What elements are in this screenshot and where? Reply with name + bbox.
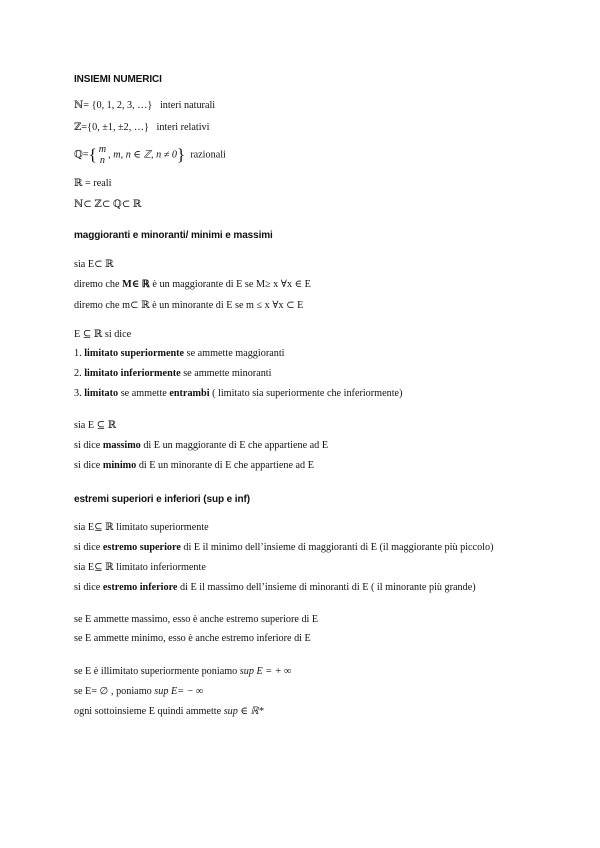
rational-condition: , m, n ∈ ℤ, n ≠ 0 (108, 149, 177, 161)
lower-bound-definition: diremo che m⊂ ℝ è un minorante di E se m ≤ x ∀x ⊂ E (74, 300, 304, 311)
inf-sia-line: sia E⊆ ℝ limitato inferiormente (74, 562, 206, 573)
unbounded-pre: se E è illimitato superiormente poniamo (74, 666, 238, 677)
integer-label: interi relativi (156, 122, 210, 133)
item1-bold: limitato superiormente (84, 348, 185, 359)
sup-pre: si dice (74, 542, 101, 553)
upper-pre: diremo che (74, 279, 120, 290)
item2-bold: limitato inferiormente (84, 368, 181, 379)
rational-fraction (99, 144, 106, 166)
item3-rest: ( limitato sia superiormente che inferiormente) (212, 388, 403, 399)
max-pre: si dice (74, 440, 101, 451)
bounds-sia-line: sia E⊂ ℝ (74, 259, 114, 270)
natural-label: interi naturali (159, 100, 216, 111)
item3-bold2: entrambi (169, 388, 210, 399)
sup-bold: estremo superiore (102, 542, 181, 553)
natural-set: ℕ= {0, 1, 2, 3, …} (74, 100, 153, 111)
inf-rest: di E il massimo dell’insieme di minoranti di E ( il minorante più grande) (180, 582, 476, 593)
list-item-1 (74, 347, 285, 360)
rational-prefix: ℚ= (74, 149, 89, 161)
inclusion-line: ℕ⊂ ℤ⊂ ℚ⊂ ℝ (74, 199, 142, 210)
bounds-sia2-line: sia E ⊆ ℝ (74, 420, 117, 431)
integers-line (74, 121, 209, 134)
final-math: sup ∈ ℝ* (223, 706, 264, 717)
item3-bold: limitato (84, 388, 119, 399)
section-title-sup-inf: estremi superiori e inferiori (sup e inf) (74, 494, 250, 505)
natural-numbers-line (74, 99, 215, 112)
minimum-definition (74, 459, 314, 472)
upper-bound-definition (74, 278, 311, 291)
integer-set: ℤ={0, ±1, ±2, …} (74, 122, 149, 133)
left-brace: { (88, 145, 97, 164)
unbounded-line (74, 665, 291, 678)
inf-pre: si dice (74, 582, 101, 593)
item3-mid: se ammette (120, 388, 167, 399)
item2-rest: se ammette minoranti (183, 368, 272, 379)
min-pre: si dice (74, 460, 101, 471)
max-rest: di E un maggiorante di E che appartiene ad E (143, 440, 329, 451)
item3-number: 3. (74, 388, 82, 399)
supremum-definition (74, 541, 494, 554)
list-item-2 (74, 367, 271, 380)
item1-number: 1. (74, 348, 82, 359)
min-bold: minimo (102, 460, 137, 471)
fraction-denominator: n (99, 155, 106, 166)
rationals-line (74, 144, 226, 166)
subset-says-line: E ⊆ ℝ si dice (74, 329, 132, 340)
min-is-inf-line: se E ammette minimo, esso è anche estremo inferiore di E (74, 633, 311, 644)
fraction-numerator: m (98, 144, 107, 155)
rational-label: razionali (190, 149, 226, 161)
upper-post: è un maggiorante di E se M≥ x ∀x ∈ E (152, 279, 311, 290)
empty-pre: se E= ∅ , poniamo (74, 686, 152, 697)
reals-line: ℝ = reali (74, 178, 112, 189)
every-subset-line (74, 705, 264, 718)
empty-set-line (74, 685, 203, 698)
inf-bold: estremo inferiore (102, 582, 178, 593)
right-brace: } (176, 145, 186, 164)
item1-rest: se ammette maggioranti (186, 348, 285, 359)
unbounded-math: sup E = + ∞ (239, 666, 292, 677)
max-is-sup-line: se E ammette massimo, esso è anche estremo superiore di E (74, 614, 319, 625)
maximum-definition (74, 439, 328, 452)
list-item-3 (74, 387, 402, 400)
upper-symbol: M∈ ℝ (122, 279, 150, 290)
min-rest: di E un minorante di E che appartiene ad E (138, 460, 314, 471)
section-title-numeric-sets: INSIEMI NUMERICI (74, 74, 162, 85)
section-title-bounds: maggioranti e minoranti/ minimi e massimi (74, 230, 273, 241)
empty-math: sup E= − ∞ (154, 686, 204, 697)
infimum-definition (74, 581, 476, 594)
sup-sia-line: sia E⊆ ℝ limitato superiormente (74, 522, 209, 533)
sup-rest: di E il minimo dell’insieme di maggioranti di E (il maggiorante più piccolo) (183, 542, 494, 553)
final-pre: ogni sottoinsieme E quindi ammette (74, 706, 222, 717)
max-bold: massimo (102, 440, 141, 451)
item2-number: 2. (74, 368, 82, 379)
